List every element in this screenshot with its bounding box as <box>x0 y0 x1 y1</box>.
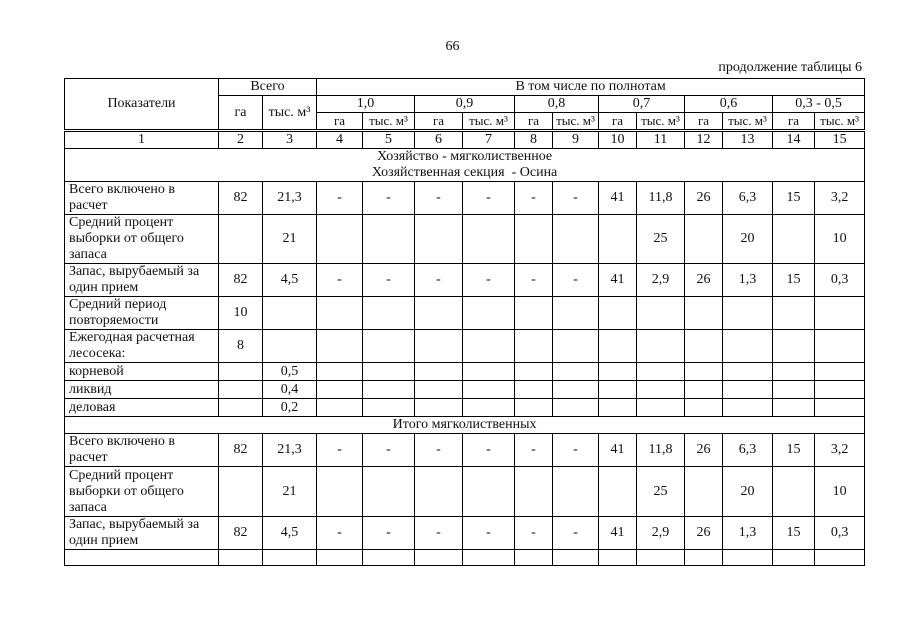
value-cell <box>415 297 463 330</box>
table-row <box>65 363 865 381</box>
column-number: 13 <box>723 131 773 149</box>
table-row <box>65 434 865 467</box>
value-cell: 0,3 <box>815 264 865 297</box>
value-cell <box>815 399 865 417</box>
empty-cell <box>263 550 317 566</box>
forest-table <box>64 78 865 566</box>
value-cell <box>685 330 723 363</box>
density-volume-header: тыс. м³ <box>723 113 773 131</box>
column-number: 7 <box>463 131 515 149</box>
column-number: 6 <box>415 131 463 149</box>
value-cell <box>317 363 363 381</box>
value-cell <box>773 363 815 381</box>
value-cell: 21 <box>263 467 317 517</box>
value-cell: 15 <box>773 434 815 467</box>
value-cell <box>815 297 865 330</box>
value-cell: 6,3 <box>723 434 773 467</box>
value-cell <box>553 215 599 264</box>
table-row <box>65 182 865 215</box>
value-cell <box>553 363 599 381</box>
value-cell: - <box>553 264 599 297</box>
value-cell <box>815 330 865 363</box>
value-cell <box>415 381 463 399</box>
value-cell: 6,3 <box>723 182 773 215</box>
value-cell: 10 <box>815 215 865 264</box>
value-cell <box>219 467 263 517</box>
empty-cell <box>65 550 219 566</box>
density-ha-header: га <box>685 113 723 131</box>
value-cell <box>363 399 415 417</box>
value-cell <box>463 330 515 363</box>
density-ha-header: га <box>415 113 463 131</box>
value-cell: 0,4 <box>263 381 317 399</box>
value-cell <box>363 330 415 363</box>
value-cell <box>415 467 463 517</box>
value-cell: - <box>463 517 515 550</box>
value-cell: 82 <box>219 264 263 297</box>
value-cell <box>685 467 723 517</box>
table-header <box>65 79 865 149</box>
density-volume-header: тыс. м³ <box>363 113 415 131</box>
value-cell <box>685 363 723 381</box>
value-cell: 10 <box>815 467 865 517</box>
total-ha-header: га <box>219 96 263 131</box>
value-cell <box>773 330 815 363</box>
section-title <box>65 417 865 434</box>
column-number: 8 <box>515 131 553 149</box>
empty-cell <box>599 550 637 566</box>
value-cell: - <box>317 264 363 297</box>
value-cell <box>685 297 723 330</box>
density-volume-header: тыс. м³ <box>463 113 515 131</box>
density-volume-header: тыс. м³ <box>553 113 599 131</box>
density-header: 0,9 <box>415 96 515 113</box>
value-cell <box>815 363 865 381</box>
row-label: Средний процент выборки от общего запаса <box>65 215 219 264</box>
value-cell <box>553 381 599 399</box>
value-cell <box>463 363 515 381</box>
density-ha-header: га <box>599 113 637 131</box>
value-cell <box>723 381 773 399</box>
value-cell <box>263 297 317 330</box>
column-number: 3 <box>263 131 317 149</box>
value-cell <box>599 381 637 399</box>
value-cell <box>463 297 515 330</box>
value-cell <box>773 297 815 330</box>
value-cell <box>553 467 599 517</box>
value-cell <box>317 215 363 264</box>
value-cell <box>415 363 463 381</box>
value-cell: 2,9 <box>637 264 685 297</box>
value-cell: 41 <box>599 182 637 215</box>
value-cell <box>515 330 553 363</box>
column-number: 4 <box>317 131 363 149</box>
row-label: корневой <box>65 363 219 381</box>
total-header: Всего <box>219 79 317 96</box>
density-header: 0,7 <box>599 96 685 113</box>
value-cell: 25 <box>637 467 685 517</box>
value-cell: 0,2 <box>263 399 317 417</box>
value-cell <box>723 297 773 330</box>
value-cell <box>219 363 263 381</box>
value-cell <box>723 330 773 363</box>
table-row <box>65 264 865 297</box>
value-cell <box>815 381 865 399</box>
value-cell <box>263 330 317 363</box>
value-cell <box>363 381 415 399</box>
table-row <box>65 467 865 517</box>
column-number: 15 <box>815 131 865 149</box>
column-number: 10 <box>599 131 637 149</box>
value-cell: 15 <box>773 517 815 550</box>
indicators-header: Показатели <box>65 79 219 131</box>
column-number: 5 <box>363 131 415 149</box>
row-label: Запас, вырубаемый за один прием <box>65 264 219 297</box>
value-cell: 1,3 <box>723 517 773 550</box>
value-cell: 3,2 <box>815 434 865 467</box>
value-cell <box>599 297 637 330</box>
value-cell: 8 <box>219 330 263 363</box>
value-cell: 20 <box>723 467 773 517</box>
value-cell: 26 <box>685 434 723 467</box>
value-cell: 0,5 <box>263 363 317 381</box>
value-cell: 15 <box>773 264 815 297</box>
empty-cell <box>637 550 685 566</box>
value-cell <box>219 215 263 264</box>
row-label: ликвид <box>65 381 219 399</box>
table-row <box>65 381 865 399</box>
value-cell: - <box>463 182 515 215</box>
empty-cell <box>363 550 415 566</box>
value-cell <box>685 215 723 264</box>
value-cell: - <box>363 517 415 550</box>
empty-cell <box>773 550 815 566</box>
table-row <box>65 517 865 550</box>
value-cell <box>515 467 553 517</box>
value-cell: - <box>515 517 553 550</box>
density-header: 0,6 <box>685 96 773 113</box>
value-cell <box>685 381 723 399</box>
section-title <box>65 149 865 182</box>
header-row-1 <box>65 79 865 96</box>
density-header: 0,3 - 0,5 <box>773 96 865 113</box>
empty-cell <box>815 550 865 566</box>
continuation-note: продолжение таблицы 6 <box>718 60 862 75</box>
density-header: 1,0 <box>317 96 415 113</box>
value-cell: 21 <box>263 215 317 264</box>
row-label: Запас, вырубаемый за один прием <box>65 517 219 550</box>
value-cell: 4,5 <box>263 517 317 550</box>
value-cell: 21,3 <box>263 434 317 467</box>
table-body <box>65 149 865 566</box>
value-cell: 82 <box>219 517 263 550</box>
value-cell: - <box>317 434 363 467</box>
value-cell: 26 <box>685 182 723 215</box>
value-cell: - <box>317 182 363 215</box>
section-title-line: Итого мягколиственных <box>392 417 537 432</box>
value-cell: 0,3 <box>815 517 865 550</box>
empty-cell <box>463 550 515 566</box>
value-cell: - <box>553 517 599 550</box>
value-cell <box>637 330 685 363</box>
value-cell <box>515 215 553 264</box>
value-cell: 26 <box>685 517 723 550</box>
column-number-row <box>65 131 865 149</box>
value-cell <box>637 297 685 330</box>
column-number: 2 <box>219 131 263 149</box>
table-row <box>65 215 865 264</box>
row-label: Всего включено в расчет <box>65 434 219 467</box>
value-cell: 2,9 <box>637 517 685 550</box>
empty-cell <box>723 550 773 566</box>
value-cell <box>685 399 723 417</box>
value-cell: - <box>463 264 515 297</box>
value-cell: - <box>515 182 553 215</box>
value-cell: - <box>415 264 463 297</box>
row-label: Средний период повторяемости <box>65 297 219 330</box>
value-cell <box>317 297 363 330</box>
value-cell: 26 <box>685 264 723 297</box>
value-cell <box>415 399 463 417</box>
value-cell: 21,3 <box>263 182 317 215</box>
table-row <box>65 399 865 417</box>
value-cell <box>515 363 553 381</box>
density-ha-header: га <box>515 113 553 131</box>
value-cell <box>599 330 637 363</box>
empty-cell <box>219 550 263 566</box>
density-ha-header: га <box>317 113 363 131</box>
value-cell: - <box>363 434 415 467</box>
value-cell <box>219 399 263 417</box>
value-cell <box>317 381 363 399</box>
page-number: 66 <box>445 39 460 54</box>
value-cell <box>415 330 463 363</box>
value-cell: - <box>553 434 599 467</box>
density-volume-header: тыс. м³ <box>815 113 865 131</box>
value-cell <box>723 399 773 417</box>
value-cell: - <box>415 434 463 467</box>
density-header: 0,8 <box>515 96 599 113</box>
empty-cell <box>553 550 599 566</box>
value-cell <box>415 215 463 264</box>
value-cell: - <box>317 517 363 550</box>
value-cell <box>723 363 773 381</box>
value-cell: - <box>515 434 553 467</box>
value-cell: 11,8 <box>637 434 685 467</box>
value-cell: 4,5 <box>263 264 317 297</box>
value-cell: 41 <box>599 517 637 550</box>
section-title-line: Хозяйство - мягколиственное <box>377 149 553 164</box>
value-cell: - <box>515 264 553 297</box>
density-group-header: В том числе по полнотам <box>317 79 865 96</box>
value-cell: - <box>415 517 463 550</box>
value-cell <box>599 467 637 517</box>
value-cell <box>773 399 815 417</box>
value-cell <box>773 215 815 264</box>
value-cell: 25 <box>637 215 685 264</box>
value-cell <box>317 330 363 363</box>
value-cell <box>219 381 263 399</box>
value-cell <box>637 363 685 381</box>
value-cell <box>637 399 685 417</box>
empty-cell <box>685 550 723 566</box>
value-cell: 15 <box>773 182 815 215</box>
row-label: Всего включено в расчет <box>65 182 219 215</box>
value-cell: - <box>363 182 415 215</box>
empty-cell <box>415 550 463 566</box>
value-cell: 20 <box>723 215 773 264</box>
value-cell: 11,8 <box>637 182 685 215</box>
empty-cell <box>515 550 553 566</box>
value-cell <box>363 467 415 517</box>
density-ha-header: га <box>773 113 815 131</box>
value-cell: 1,3 <box>723 264 773 297</box>
value-cell <box>317 467 363 517</box>
value-cell <box>553 330 599 363</box>
value-cell <box>463 399 515 417</box>
value-cell <box>363 363 415 381</box>
value-cell <box>773 381 815 399</box>
value-cell <box>515 399 553 417</box>
row-label: деловая <box>65 399 219 417</box>
value-cell: 41 <box>599 434 637 467</box>
table-row <box>65 330 865 363</box>
value-cell: - <box>553 182 599 215</box>
total-volume-header: тыс. м³ <box>263 96 317 131</box>
value-cell <box>463 467 515 517</box>
value-cell <box>637 381 685 399</box>
value-cell <box>599 399 637 417</box>
value-cell <box>363 215 415 264</box>
value-cell <box>553 297 599 330</box>
value-cell <box>317 399 363 417</box>
value-cell: - <box>363 264 415 297</box>
value-cell: - <box>415 182 463 215</box>
blank-row <box>65 550 865 566</box>
empty-cell <box>317 550 363 566</box>
value-cell: - <box>463 434 515 467</box>
section-title-line: Хозяйственная секция - Осина <box>371 165 558 180</box>
section-title-row <box>65 149 865 182</box>
row-label: Ежегодная расчетная лесосека: <box>65 330 219 363</box>
section-title-row <box>65 417 865 434</box>
value-cell <box>599 363 637 381</box>
value-cell <box>515 381 553 399</box>
density-volume-header: тыс. м³ <box>637 113 685 131</box>
value-cell: 3,2 <box>815 182 865 215</box>
value-cell <box>363 297 415 330</box>
value-cell <box>773 467 815 517</box>
column-number: 12 <box>685 131 723 149</box>
value-cell: 41 <box>599 264 637 297</box>
value-cell <box>515 297 553 330</box>
value-cell: 82 <box>219 182 263 215</box>
value-cell: 82 <box>219 434 263 467</box>
column-number: 14 <box>773 131 815 149</box>
value-cell <box>463 381 515 399</box>
column-number: 11 <box>637 131 685 149</box>
value-cell <box>463 215 515 264</box>
row-label: Средний процент выборки от общего запаса <box>65 467 219 517</box>
value-cell: 10 <box>219 297 263 330</box>
value-cell <box>553 399 599 417</box>
value-cell <box>599 215 637 264</box>
column-number: 1 <box>65 131 219 149</box>
column-number: 9 <box>553 131 599 149</box>
table-row <box>65 297 865 330</box>
